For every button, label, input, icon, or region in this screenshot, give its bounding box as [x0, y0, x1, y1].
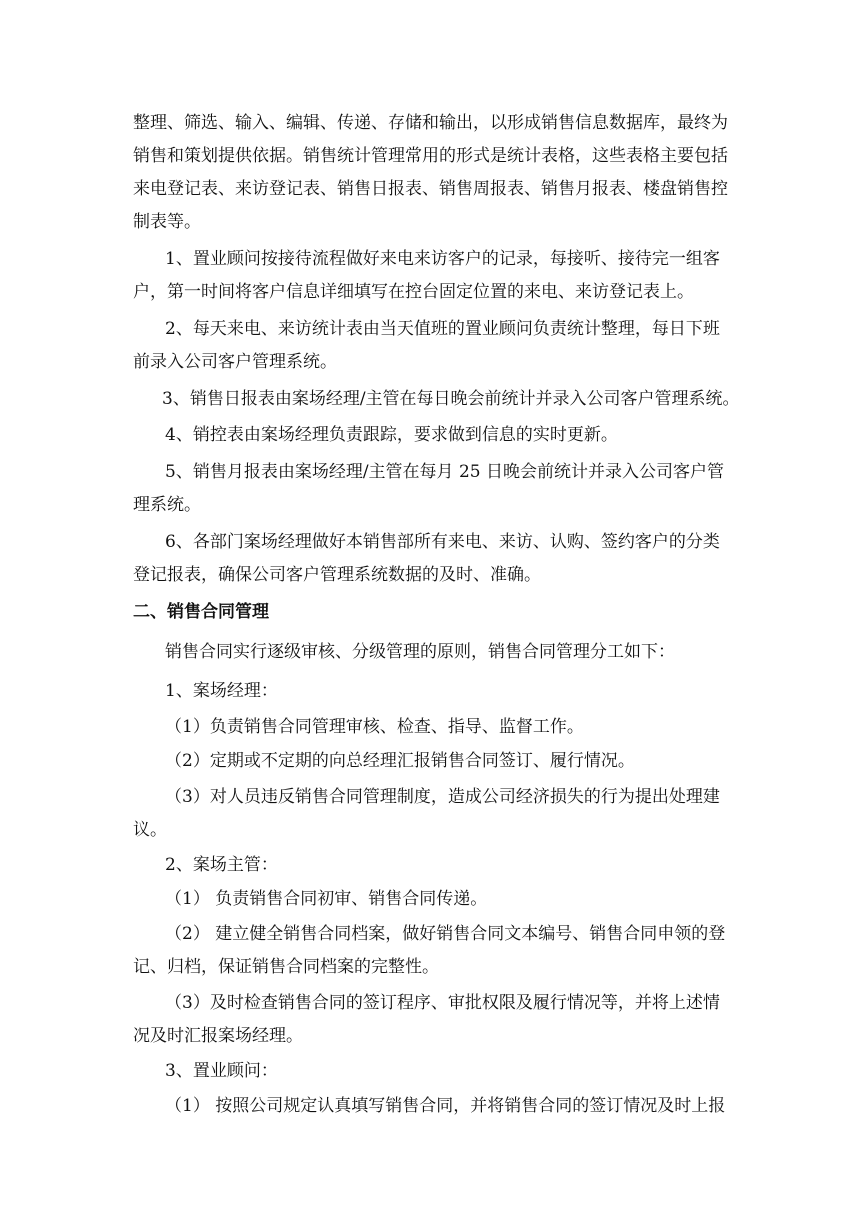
paragraph-line: 登记报表，确保公司客户管理系统数据的及时、准确。: [133, 565, 541, 585]
paragraph-line: 2、每天来电、来访统计表由当天值班的置业顾问负责统计整理，每日下班: [165, 319, 720, 339]
paragraph-line: 5、销售月报表由案场经理/主管在每月 25 日晚会前统计并录入公司客户管: [165, 462, 724, 482]
paragraph-line: 1、案场经理：: [165, 681, 278, 701]
paragraph-line: 3、置业顾问：: [165, 1061, 278, 1081]
paragraph-line: 况及时汇报案场经理。: [133, 1026, 303, 1046]
paragraph-line: 销售和策划提供依据。销售统计管理常用的形式是统计表格，这些表格主要包括: [133, 146, 728, 166]
paragraph-line: （3）对人员违反销售合同管理制度，造成公司经济损失的行为提出处理建: [165, 787, 720, 807]
paragraph-line: （2） 建立健全销售合同档案，做好销售合同文本编号、销售合同申领的登: [165, 924, 726, 944]
paragraph-line: 来电登记表、来访登记表、销售日报表、销售周报表、销售月报表、楼盘销售控: [133, 179, 728, 199]
paragraph-line: 2、案场主管：: [165, 855, 278, 875]
paragraph-line: 议。: [133, 820, 167, 840]
paragraph-line: （2）定期或不定期的向总经理汇报销售合同签订、履行情况。: [165, 751, 635, 771]
paragraph-line: 6、各部门案场经理做好本销售部所有来电、来访、认购、签约客户的分类: [165, 532, 720, 552]
section-heading: 二、销售合同管理: [133, 602, 269, 622]
paragraph-line: 3、销售日报表由案场经理/主管在每日晚会前统计并录入公司客户管理系统。: [162, 389, 740, 409]
paragraph-line: 整理、筛选、输入、编辑、传递、存储和输出，以形成销售信息数据库，最终为: [133, 113, 728, 133]
paragraph-line: 理系统。: [133, 495, 201, 515]
paragraph-line: （1）负责销售合同管理审核、检查、指导、监督工作。: [165, 717, 584, 737]
paragraph-line: 前录入公司客户管理系统。: [133, 352, 337, 372]
paragraph-line: 1、置业顾问按接待流程做好来电来访客户的记录，每接听、接待完一组客: [165, 249, 720, 269]
paragraph-line: 制表等。: [133, 212, 201, 232]
paragraph-line: 户，第一时间将客户信息详细填写在控台固定位置的来电、来访登记表上。: [133, 282, 694, 302]
paragraph-line: 销售合同实行逐级审核、分级管理的原则，销售合同管理分工如下：: [165, 642, 675, 662]
paragraph-line: 记、归档，保证销售合同档案的完整性。: [133, 957, 439, 977]
paragraph-line: （1） 按照公司规定认真填写销售合同，并将销售合同的签订情况及时上报: [165, 1096, 726, 1116]
paragraph-line: 4、销控表由案场经理负责跟踪，要求做到信息的实时更新。: [165, 425, 618, 445]
paragraph-line: （3）及时检查销售合同的签订程序、审批权限及履行情况等，并将上述情: [165, 993, 720, 1013]
paragraph-line: （1） 负责销售合同初审、销售合同传递。: [165, 889, 488, 909]
